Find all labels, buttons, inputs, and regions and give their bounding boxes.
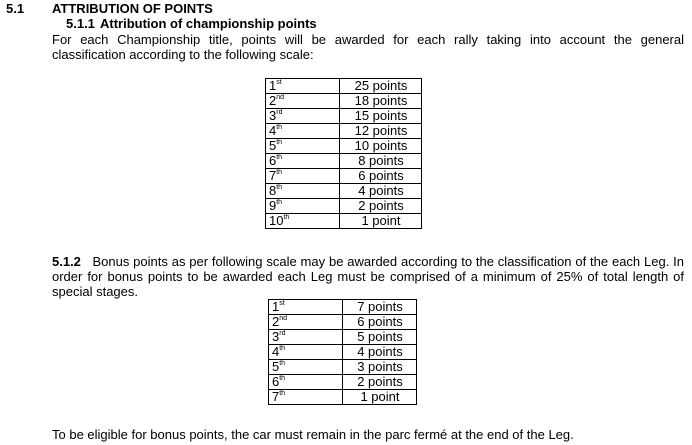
points-cell: 10 points (340, 139, 422, 154)
table-row (269, 330, 417, 345)
position-number: 1 (272, 299, 280, 314)
position-cell (266, 94, 340, 109)
position-cell (266, 124, 340, 139)
position-number: 10 (269, 213, 284, 228)
scale-intro-paragraph: For each Championship title, points will be awarded for each rally taking into account the general classification according to the following scale: (52, 32, 684, 62)
position-cell (266, 139, 340, 154)
bonus-paragraph (52, 254, 684, 299)
position-number: 1 (269, 78, 277, 93)
subsection-title: Attribution of championship points (100, 16, 317, 31)
position-number: 2 (269, 93, 277, 108)
position-suffix: nd (279, 315, 288, 322)
table-row (266, 184, 422, 199)
table-row (269, 375, 417, 390)
points-cell: 2 points (343, 375, 417, 390)
position-suffix: th (276, 139, 283, 146)
position-cell (266, 199, 340, 214)
position-suffix: th (276, 124, 283, 131)
table-row (266, 139, 422, 154)
position-cell (269, 375, 343, 390)
table-row (266, 94, 422, 109)
table-row (269, 390, 417, 405)
points-cell: 1 point (340, 214, 422, 229)
position-number: 5 (272, 359, 280, 374)
points-cell: 6 points (343, 315, 417, 330)
table-row (266, 79, 422, 94)
position-suffix: th (276, 199, 283, 206)
position-suffix: th (276, 169, 283, 176)
section-number: 5.1 (6, 1, 25, 16)
points-cell: 12 points (340, 124, 422, 139)
position-number: 7 (272, 389, 280, 404)
position-cell (266, 214, 340, 229)
position-number: 9 (269, 198, 277, 213)
points-cell: 2 points (340, 199, 422, 214)
table-row (266, 214, 422, 229)
position-cell (269, 315, 343, 330)
subsection-number: 5.1.1 (66, 16, 95, 31)
position-number: 2 (272, 314, 280, 329)
position-suffix: th (279, 390, 286, 397)
position-suffix: rd (276, 109, 283, 116)
table-row (269, 300, 417, 315)
position-suffix: th (279, 345, 286, 352)
position-cell (266, 109, 340, 124)
points-cell: 5 points (343, 330, 417, 345)
position-cell (269, 360, 343, 375)
position-suffix: th (283, 214, 290, 221)
position-cell (269, 390, 343, 405)
position-suffix: th (276, 184, 283, 191)
points-cell: 1 point (343, 390, 417, 405)
points-cell: 7 points (343, 300, 417, 315)
position-number: 6 (269, 153, 277, 168)
position-cell (266, 169, 340, 184)
position-number: 6 (272, 374, 280, 389)
points-cell: 8 points (340, 154, 422, 169)
position-cell (269, 300, 343, 315)
position-number: 5 (269, 138, 277, 153)
position-suffix: st (279, 300, 285, 307)
position-cell (269, 345, 343, 360)
table-row (266, 199, 422, 214)
position-number: 3 (272, 329, 280, 344)
position-suffix: th (279, 375, 286, 382)
table-row (266, 109, 422, 124)
table-row (266, 169, 422, 184)
position-cell (266, 79, 340, 94)
points-cell: 15 points (340, 109, 422, 124)
position-number: 3 (269, 108, 277, 123)
eligibility-note: To be eligible for bonus points, the car must remain in the parc fermé at the end of the Leg. (52, 427, 574, 442)
bonus-points-table (268, 299, 417, 405)
points-cell: 4 points (343, 345, 417, 360)
position-cell (269, 330, 343, 345)
bonus-text: Bonus points as per following scale may be awarded according to the classification of the each Leg. In order for bonus points to be awarded each Leg must be comprised of a minimum of 25% of total length of special stages. (52, 254, 684, 299)
position-suffix: rd (279, 330, 286, 337)
position-number: 4 (272, 344, 280, 359)
table-row (266, 124, 422, 139)
position-cell (266, 184, 340, 199)
championship-points-table (265, 78, 422, 229)
points-cell: 18 points (340, 94, 422, 109)
position-suffix: st (276, 79, 282, 86)
section-title: ATTRIBUTION OF POINTS (52, 1, 213, 16)
position-number: 4 (269, 123, 277, 138)
points-cell: 4 points (340, 184, 422, 199)
position-suffix: th (276, 154, 283, 161)
position-suffix: th (279, 360, 286, 367)
table-row (266, 154, 422, 169)
table-row (269, 360, 417, 375)
points-cell: 3 points (343, 360, 417, 375)
points-cell: 6 points (340, 169, 422, 184)
position-number: 7 (269, 168, 277, 183)
table-row (269, 345, 417, 360)
bonus-subsection-number: 5.1.2 (52, 254, 81, 269)
table-row (269, 315, 417, 330)
points-cell: 25 points (340, 79, 422, 94)
position-number: 8 (269, 183, 277, 198)
position-cell (266, 154, 340, 169)
position-suffix: nd (276, 94, 285, 101)
